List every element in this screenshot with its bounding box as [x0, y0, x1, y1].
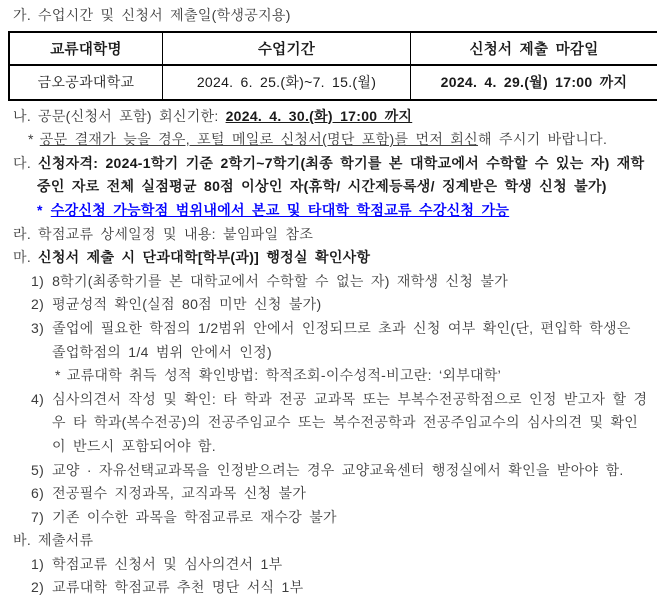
credit-limit-notice — [37, 199, 651, 223]
section-da-paragraph — [0, 152, 651, 199]
list-item — [0, 293, 651, 317]
table-header — [9, 32, 657, 65]
item-number: 5) — [31, 461, 45, 478]
item-number: 1) — [31, 272, 45, 289]
na-note-underlined: 공문 결재가 늦을 경우, 포털 메일로 신청서(명단 포함)를 먼저 회신 — [39, 131, 478, 148]
cell-period: 2024. 6. 25.(화)~7. 15.(월) — [163, 65, 411, 100]
item-text: 교류대학 학점교류 추천 명단 서식 1부 — [52, 579, 304, 596]
section-da-label: 다. — [13, 154, 32, 171]
exchange-schedule-table — [8, 31, 657, 101]
item-text: 8학기(최종학기를 본 대학교에서 수학할 수 없는 자) 재학생 신청 불가 — [52, 272, 509, 289]
section-ba-heading — [13, 529, 651, 553]
section-ba-label: 바. — [13, 532, 32, 549]
section-ra-heading — [13, 223, 651, 247]
item-number: 4) — [31, 390, 45, 407]
na-note — [28, 128, 651, 152]
item-number: 2) — [31, 579, 45, 596]
item-number: 1) — [31, 555, 45, 572]
section-na-text: 공문(신청서 포함) 회신기한: — [38, 107, 219, 124]
col-header-period: 수업기간 — [163, 32, 411, 65]
item-text: 평균성적 확인(실점 80점 미만 신청 불가) — [52, 296, 322, 313]
item-text: 졸업에 필요한 학점의 1/2범위 안에서 인정되므로 초과 신청 여부 확인(단, 편입학 학생은 졸업학점의 1/4 범위 안에서 인정) — [52, 319, 631, 360]
item-number: 6) — [31, 485, 45, 502]
section-ra-label: 라. — [13, 225, 32, 242]
asterisk-bullet: * — [37, 201, 43, 218]
item-number: 3) — [31, 319, 45, 336]
credit-limit-notice-text: 수강신청 가능학점 범위내에서 본교 및 타대학 학점교류 수강신청 가능 — [50, 201, 510, 218]
item-text: 심사의견서 작성 및 확인: 타 학과 전공 교과목 또는 부복수전공학점으로 인정 받고자 할 경우 타 학과(복수전공)의 전공주임교수 또는 복수전공학과 전공주임교수의 심사의견 및 확인이 반드시 포함되어야 함. — [52, 390, 648, 454]
item-number: 7) — [31, 508, 45, 525]
cell-deadline: 2024. 4. 29.(월) 17:00 까지 — [411, 65, 657, 100]
section-ra-text: 학점교류 상세일정 및 내용: 붙임파일 참조 — [38, 225, 314, 242]
list-item — [0, 270, 651, 294]
item-text: 교류대학 취득 성적 확인방법: 학적조회-이수성적-비고란: ‘외부대학’ — [66, 367, 502, 384]
list-subitem — [55, 364, 651, 388]
section-ma-heading — [13, 246, 651, 270]
col-header-deadline: 신청서 제출 마감일 — [411, 32, 657, 65]
list-item — [0, 317, 651, 364]
reply-deadline: 2024. 4. 30.(화) 17:00 까지 — [225, 107, 413, 124]
table-header-row — [9, 32, 657, 65]
table-row — [9, 65, 657, 100]
col-header-university: 교류대학명 — [9, 32, 163, 65]
section-ga-heading — [13, 4, 651, 28]
item-text: 교양 · 자유선택교과목을 인정받으려는 경우 교양교육센터 행정실에서 확인을 받아야 함. — [52, 461, 624, 478]
item-number: 2) — [31, 296, 45, 313]
section-da-text: 신청자격: 2024-1학기 기준 2학기~7학기(최종 학기를 본 대학교에서 수학할 수 있는 자) 재학 중인 자로 전체 실점평균 80점 이상인 자(휴학/ 시간제등록생/ 징계받은 학생 신청 불가) — [37, 154, 645, 195]
item-text: 전공필수 지정과목, 교직과목 신청 불가 — [52, 485, 307, 502]
section-ga-label: 가. — [13, 7, 32, 23]
section-na-heading — [13, 105, 651, 129]
section-ma-label: 마. — [13, 249, 32, 266]
list-item — [0, 576, 651, 600]
section-ga-text: 수업시간 및 신청서 제출일(학생공지용) — [38, 7, 291, 23]
section-ma-text: 신청서 제출 시 단과대학[학부(과)] 행정실 확인사항 — [38, 249, 371, 266]
cell-university: 금오공과대학교 — [9, 65, 163, 100]
na-note-tail: 해 주시기 바랍니다. — [478, 131, 608, 148]
list-item — [0, 388, 651, 459]
list-item — [0, 459, 651, 483]
list-item — [0, 482, 651, 506]
asterisk-bullet: * — [55, 367, 61, 384]
asterisk-bullet: * — [28, 131, 34, 148]
item-text: 학점교류 신청서 및 심사의견서 1부 — [52, 555, 283, 572]
item-text: 기존 이수한 과목을 학점교류로 재수강 불가 — [52, 508, 337, 525]
section-na-label: 나. — [13, 107, 32, 124]
list-item — [0, 506, 651, 530]
list-item — [0, 553, 651, 577]
section-ba-text: 제출서류 — [38, 532, 94, 549]
